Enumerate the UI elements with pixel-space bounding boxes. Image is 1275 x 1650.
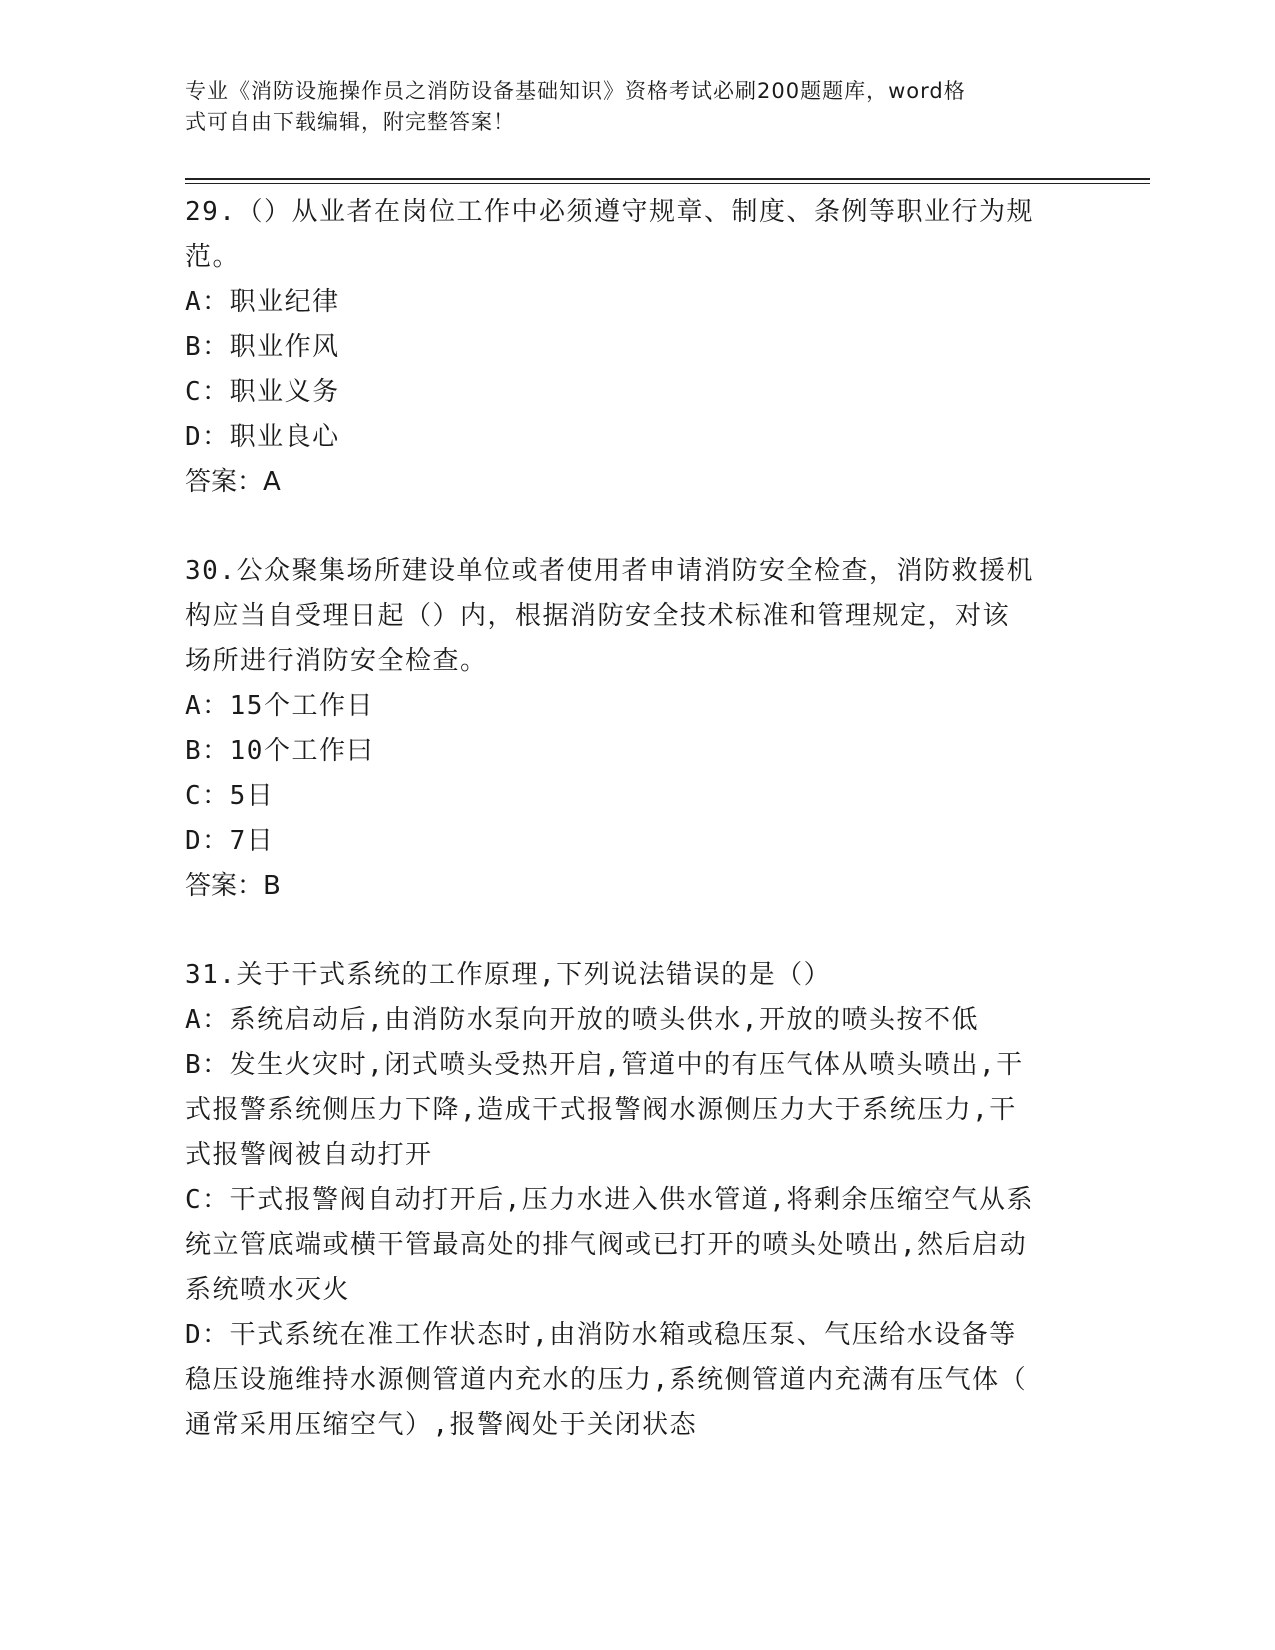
question-text: 构应当自受理日起（）内，根据消防安全技术标准和管理规定，对该 [185,601,1011,631]
header-rule-thin [185,183,1150,184]
option-b-continued: 式报警阀被自动打开 [185,1140,433,1170]
option-b: B：发生火灾时,闭式喷头受热开启,管道中的有压气体从喷头喷出,干 [185,1050,1024,1080]
option-d-continued: 稳压设施维持水源侧管道内充水的压力,系统侧管道内充满有压气体（ [185,1365,1028,1395]
option-d: D：7日 [185,826,275,856]
option-c-continued: 统立管底端或横干管最高处的排气阀或已打开的喷头处喷出,然后启动 [185,1230,1028,1260]
option-a: A：职业纪律 [185,287,340,317]
option-d: D：职业良心 [185,422,340,452]
option-c: C：干式报警阀自动打开后,压力水进入供水管道,将剩余压缩空气从系 [185,1185,1034,1215]
option-a: A：系统启动后,由消防水泵向开放的喷头供水,开放的喷头按不低 [185,1005,979,1035]
question-text: 29.（）从业者在岗位工作中必须遵守规章、制度、条例等职业行为规 [185,197,1034,227]
option-b: B：职业作风 [185,332,340,362]
answer-label: 答案：B [185,871,281,901]
header-line-1: 专业《消防设施操作员之消防设备基础知识》资格考试必刷200题题库，word格 [185,79,966,103]
question-text: 31.关于干式系统的工作原理,下列说法错误的是（） [185,960,832,990]
header-rule-thick [185,178,1150,180]
option-c-continued: 系统喷水灭火 [185,1275,351,1305]
question-30 [185,549,1145,909]
option-d-continued: 通常采用压缩空气）,报警阀处于关闭状态 [185,1410,698,1440]
option-c: C：职业义务 [185,377,340,407]
option-b-continued: 式报警系统侧压力下降,造成干式报警阀水源侧压力大于系统压力,干 [185,1095,1017,1125]
question-31 [185,953,1145,1448]
option-c: C：5日 [185,781,275,811]
option-d: D：干式系统在准工作状态时,由消防水箱或稳压泵、气压给水设备等 [185,1320,1017,1350]
option-a: A：15个工作日 [185,691,374,721]
question-29 [185,190,1145,505]
question-text: 范。 [185,242,241,272]
question-list [185,190,1145,1448]
answer-label: 答案：A [185,467,281,497]
option-b: B：10个工作曰 [185,736,374,766]
spacer [185,909,1145,953]
question-text: 30.公众聚集场所建设单位或者使用者申请消防安全检查，消防救援机 [185,556,1034,586]
question-text: 场所进行消防安全检查。 [185,646,488,676]
header-line-2: 式可自由下载编辑，附完整答案！ [185,110,515,134]
spacer [185,505,1145,549]
document-header [185,76,1065,138]
